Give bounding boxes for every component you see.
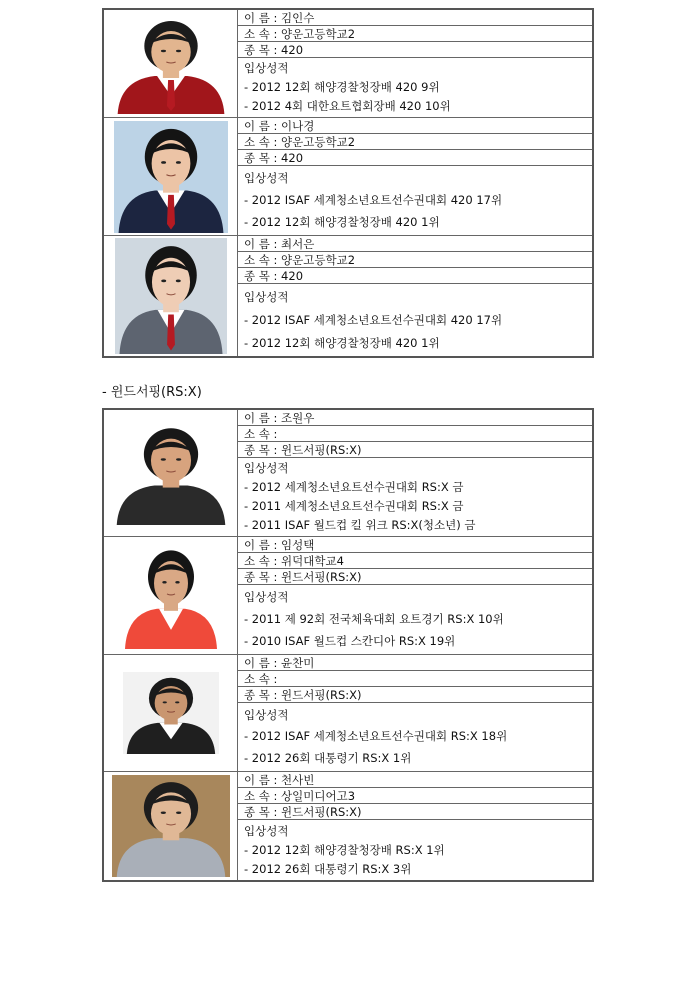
records-title: 입상성적 [244, 823, 289, 838]
athlete-info [238, 655, 592, 771]
record-item: - 2012 4회 대한요트협회장배 420 10위 [244, 98, 451, 113]
athlete-photo-cell [104, 118, 238, 235]
athlete-name: 이 름 : 임성택 [238, 537, 592, 553]
record-item: - 2012 ISAF 세계청소년요트선수권대회 RS:X 18위 [244, 729, 508, 744]
athlete-photo [114, 121, 228, 233]
athlete-info [238, 236, 592, 356]
athlete-name: 이 름 : 윤찬미 [238, 655, 592, 671]
record-item: - 2012 세계청소년요트선수권대회 RS:X 금 [244, 480, 464, 495]
athlete-row [104, 537, 592, 655]
records-title: 입상성적 [244, 590, 289, 604]
athlete-photo-cell [104, 655, 238, 771]
athlete-affiliation: 소 속 : [238, 671, 592, 687]
section-heading-windsurfing: - 윈드서핑(RS:X) [102, 385, 202, 400]
roster-table-420 [102, 8, 594, 358]
athlete-records [238, 820, 592, 880]
athlete-event: 종 목 : 윈드서핑(RS:X) [238, 687, 592, 703]
athlete-records [238, 458, 592, 536]
record-item: - 2012 26회 대통령기 RS:X 3위 [244, 861, 412, 876]
roster-table-windsurfing [102, 408, 594, 882]
athlete-photo-cell [104, 410, 238, 536]
records-title: 입상성적 [244, 289, 289, 304]
record-item: - 2012 12회 해양경찰청장배 RS:X 1위 [244, 842, 445, 857]
athlete-info [238, 772, 592, 880]
athlete-affiliation: 소 속 : 상일미디어고3 [238, 788, 592, 804]
record-item: - 2011 ISAF 월드컵 킬 위크 RS:X(청소년) 금 [244, 517, 476, 532]
athlete-info [238, 118, 592, 235]
athlete-event: 종 목 : 윈드서핑(RS:X) [238, 442, 592, 458]
athlete-affiliation: 소 속 : 양운고등학교2 [238, 252, 592, 268]
athlete-event: 종 목 : 420 [238, 268, 592, 284]
records-title: 입상성적 [244, 461, 289, 476]
athlete-event: 종 목 : 윈드서핑(RS:X) [238, 804, 592, 820]
athlete-records [238, 166, 592, 235]
record-item: - 2011 세계청소년요트선수권대회 RS:X 금 [244, 498, 464, 513]
athlete-photo [112, 421, 230, 525]
athlete-photo-cell [104, 10, 238, 117]
record-item: - 2012 12회 해양경찰청장배 420 1위 [244, 335, 440, 350]
athlete-event: 종 목 : 윈드서핑(RS:X) [238, 569, 592, 585]
record-item: - 2012 12회 해양경찰청장배 420 9위 [244, 79, 440, 94]
athlete-name: 이 름 : 이나경 [238, 118, 592, 134]
athlete-row [104, 772, 592, 880]
athlete-info [238, 537, 592, 654]
records-title: 입상성적 [244, 171, 289, 185]
athlete-info [238, 410, 592, 536]
athlete-records [238, 284, 592, 356]
athlete-name: 이 름 : 천사빈 [238, 772, 592, 788]
athlete-row [104, 10, 592, 118]
athlete-records [238, 58, 592, 117]
athlete-row [104, 236, 592, 356]
athlete-event: 종 목 : 420 [238, 150, 592, 166]
record-item: - 2012 12회 해양경찰청장배 420 1위 [244, 215, 440, 229]
athlete-row [104, 118, 592, 236]
athlete-row [104, 410, 592, 537]
athlete-records [238, 585, 592, 654]
athlete-affiliation: 소 속 : [238, 426, 592, 442]
athlete-affiliation: 소 속 : 위덕대학교4 [238, 553, 592, 569]
record-item: - 2011 제 92회 전국체육대회 요트경기 RS:X 10위 [244, 612, 504, 626]
record-item: - 2012 ISAF 세계청소년요트선수권대회 420 17위 [244, 312, 503, 327]
athlete-photo-cell [104, 236, 238, 356]
athlete-photo [123, 672, 219, 754]
athlete-records [238, 703, 592, 771]
athlete-row [104, 655, 592, 772]
record-item: - 2012 26회 대통령기 RS:X 1위 [244, 751, 412, 766]
athlete-name: 이 름 : 최서은 [238, 236, 592, 252]
record-item: - 2012 ISAF 세계청소년요트선수권대회 420 17위 [244, 193, 503, 207]
athlete-photo [115, 238, 227, 354]
athlete-info [238, 10, 592, 117]
athlete-photo [121, 543, 221, 649]
athlete-photo [112, 775, 230, 877]
athlete-photo [113, 14, 229, 114]
records-title: 입상성적 [244, 707, 289, 722]
athlete-event: 종 목 : 420 [238, 42, 592, 58]
athlete-affiliation: 소 속 : 양운고등학교2 [238, 26, 592, 42]
athlete-photo-cell [104, 772, 238, 880]
records-title: 입상성적 [244, 61, 289, 76]
record-item: - 2010 ISAF 월드컵 스칸디아 RS:X 19위 [244, 634, 456, 648]
athlete-name: 이 름 : 김인수 [238, 10, 592, 26]
athlete-photo-cell [104, 537, 238, 654]
athlete-name: 이 름 : 조원우 [238, 410, 592, 426]
athlete-affiliation: 소 속 : 양운고등학교2 [238, 134, 592, 150]
